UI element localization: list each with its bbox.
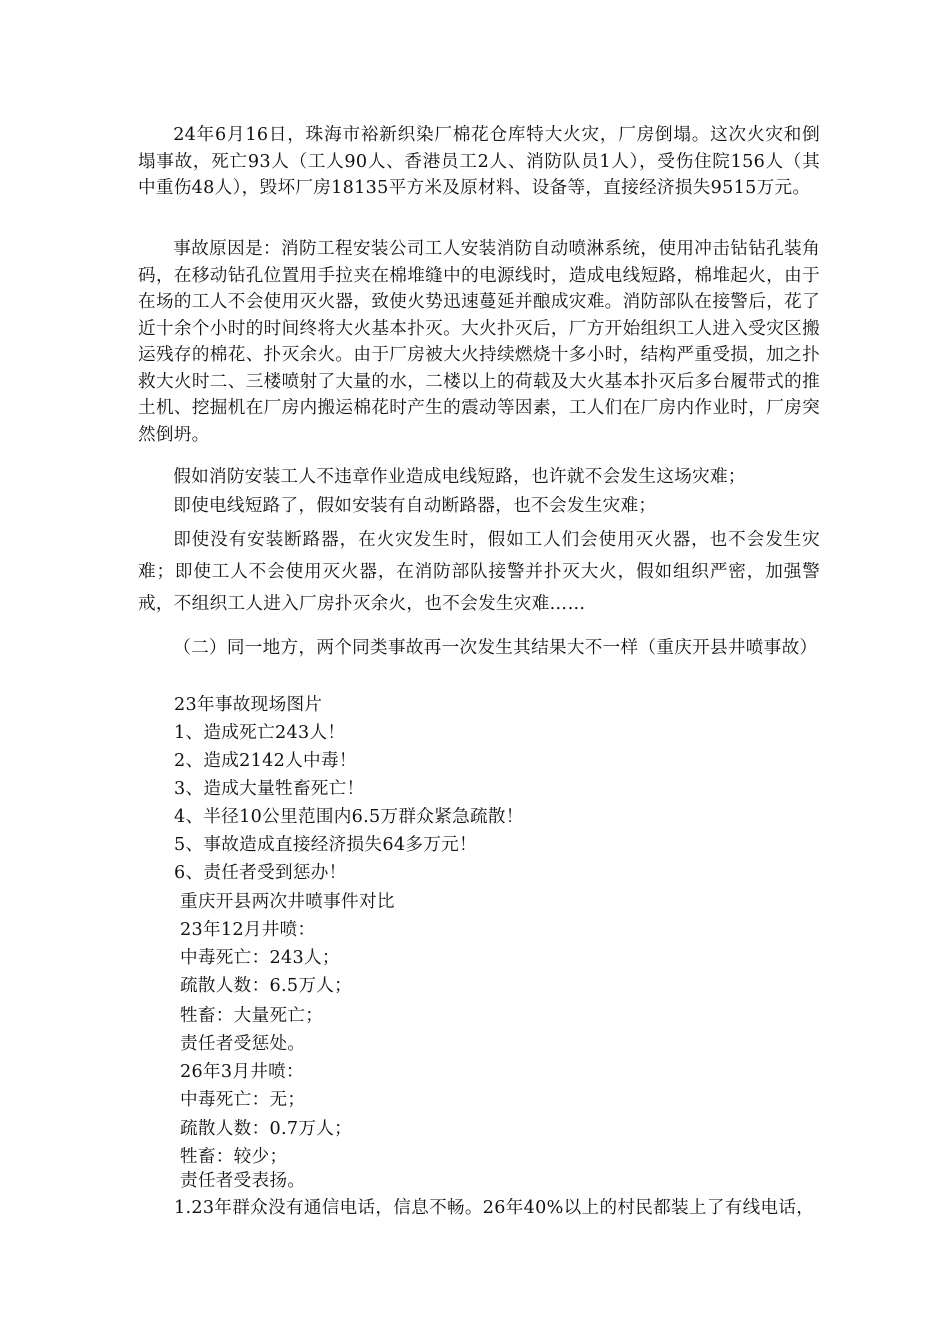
list-item: 23年12月井喷： [180,920,316,940]
paragraph-hypothesis-1: 假如消防安装工人不违章作业造成电线短路，也许就不会发生这场灾难； [173,467,746,487]
list-item: 23年事故现场图片 [174,695,323,715]
list-item: 6、责任者受到惩办！ [174,863,347,883]
paragraph-accident-cause: 事故原因是：消防工程安装公司工人安装消防自动喷淋系统，使用冲击钻钻孔装角码，在移动钻孔位置用手拉夹在棉堆缝中的电源线时，造成电线短路，棉堆起火，由于在场的工人不会使用灭火器，致使火势迅速蔓延并酿成灾难。消防部队在接警后，花了近十余个小时的时间终将大火基本扑灭。大火扑灭后，厂方开始组织工人进入受灾区搬运残存的棉花、扑灭余火。由于厂房被大火持续燃烧十多小时，结构严重受损，加之扑救大火时二、三楼喷射了大量的水，二楼以上的荷载及大火基本扑灭后多台履带式的推土机、挖掘机在厂房内搬运棉花时产生的震动等因素，工人们在厂房内作业时，厂房突然倒坍。 [138,239,820,445]
list-item: 责任者受表扬。 [180,1171,306,1191]
list-item: 3、造成大量牲畜死亡！ [174,779,365,799]
paragraph-fire-incident: 24年6月16日，珠海市裕新织染厂棉花仓库特大火灾，厂房倒塌。这次火灾和倒塌事故，死亡93人（工人90人、香港员工2人、消防队员1人），受伤住院156人（其中重伤48人），毁坏厂房18135平方米及原材料、设备等，直接经济损失9515万元。 [138,125,820,198]
list-item: 中毒死亡：无； [180,1090,306,1110]
paragraph-hypothesis-3: 即使没有安装断路器，在火灾发生时，假如工人们会使用灭火器，也不会发生灾难；即使工人不会使用灭火器，在消防部队接警并扑灭大火，假如组织严密，加强警戒，不组织工人进入厂房扑灭余火，也不会发生灾难…… [138,530,820,614]
list-item: 责任者受惩处。 [180,1034,306,1054]
list-item: 疏散人数：6.5万人； [180,976,353,996]
list-item: 牲畜：大量死亡； [180,1006,324,1026]
list-item: 中毒死亡：243人； [180,948,340,968]
paragraph-hypothesis-2: 即使电线短路了，假如安装有自动断路器，也不会发生灾难； [173,496,657,516]
list-item: 26年3月井喷： [180,1062,304,1082]
list-item: 2、造成2142人中毒！ [174,751,357,771]
last-line: 1.23年群众没有通信电话，信息不畅。26年40%以上的村民都装上了有线电话， [174,1198,815,1218]
list-item: 重庆开县两次井喷事件对比 [180,892,395,912]
list-item: 4、半径10公里范围内6.5万群众紧急疏散！ [174,807,524,827]
paragraph-section-heading: （二）同一地方，两个同类事故再一次发生其结果大不一样（重庆开县井喷事故） [173,638,818,658]
list-item: 疏散人数：0.7万人； [180,1119,353,1139]
list-item: 1、造成死亡243人！ [174,723,346,743]
list-item: 5、事故造成直接经济损失64多万元！ [174,835,477,855]
list-item: 牲畜：较少； [180,1147,288,1167]
